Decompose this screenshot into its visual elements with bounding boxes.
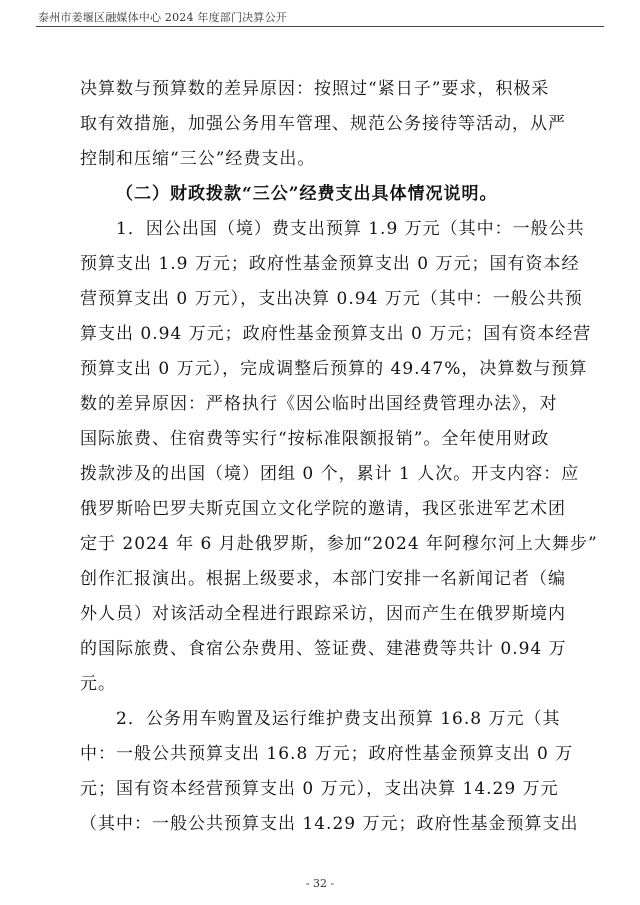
body-line: 预算支出 1.9 万元；政府性基金预算支出 0 万元；国有资本经 [80,254,580,274]
body-line: 创作汇报演出。根据上级要求，本部门安排一名新闻记者（编 [80,569,566,589]
header-divider [36,26,604,27]
page-number: - 32 - [305,877,335,890]
body-line: 取有效措施，加强公务用车管理、规范公务接待等活动，从严 [80,114,566,134]
body-line: 数的差异原因：严格执行《因公临时出国经费管理办法》，对 [80,394,558,414]
body-line: 俄罗斯哈巴罗夫斯克国立文化学院的邀请，我区张进军艺术团 [80,499,566,519]
body-line: 的国际旅费、食宿公杂费用、签证费、建港费等共计 0.94 万 [80,639,567,659]
body-line: 营预算支出 0 万元），支出决算 0.94 万元（其中：一般公共预 [80,289,583,309]
body-line: 外人员）对该活动全程进行跟踪采访，因而产生在俄罗斯境内 [80,604,566,624]
body-line: 2．公务用车购置及运行维护费支出预算 16.8 万元（其 [116,709,561,729]
body-line: 1．因公出国（境）费支出预算 1.9 万元（其中：一般公共 [116,219,585,239]
body-line: 元；国有资本经营预算支出 0 万元），支出决算 14.29 万元 [80,779,559,799]
body-line: 拨款涉及的出国（境）团组 0 个，累计 1 人次。开支内容：应 [80,464,580,484]
body-line: 定于 2024 年 6 月赴俄罗斯，参加“2024 年阿穆尔河上大舞步” [80,534,598,554]
body-line: 中：一般公共预算支出 16.8 万元；政府性基金预算支出 0 万 [80,744,574,764]
body-line: 元。 [80,674,116,694]
body-line: 算支出 0.94 万元；政府性基金预算支出 0 万元；国有资本经营 [80,324,592,344]
section-heading: （二）财政拨款“三公”经费支出具体情况说明。 [116,184,498,204]
page-header: 泰州市姜堰区融媒体中心 2024 年度部门决算公开 [38,11,287,24]
body-line: 控制和压缩“三公”经费支出。 [80,149,316,169]
body-line: 预算支出 0 万元），完成调整后预算的 49.47%，决算数与预算 [80,359,588,379]
body-line: 决算数与预算数的差异原因：按照过“紧日子”要求，积极采 [80,79,550,99]
body-line: （其中：一般公共预算支出 14.29 万元；政府性基金预算支出 [80,814,579,834]
body-line: 国际旅费、住宿费等实行“按标准限额报销”。全年使用财政 [80,429,550,449]
